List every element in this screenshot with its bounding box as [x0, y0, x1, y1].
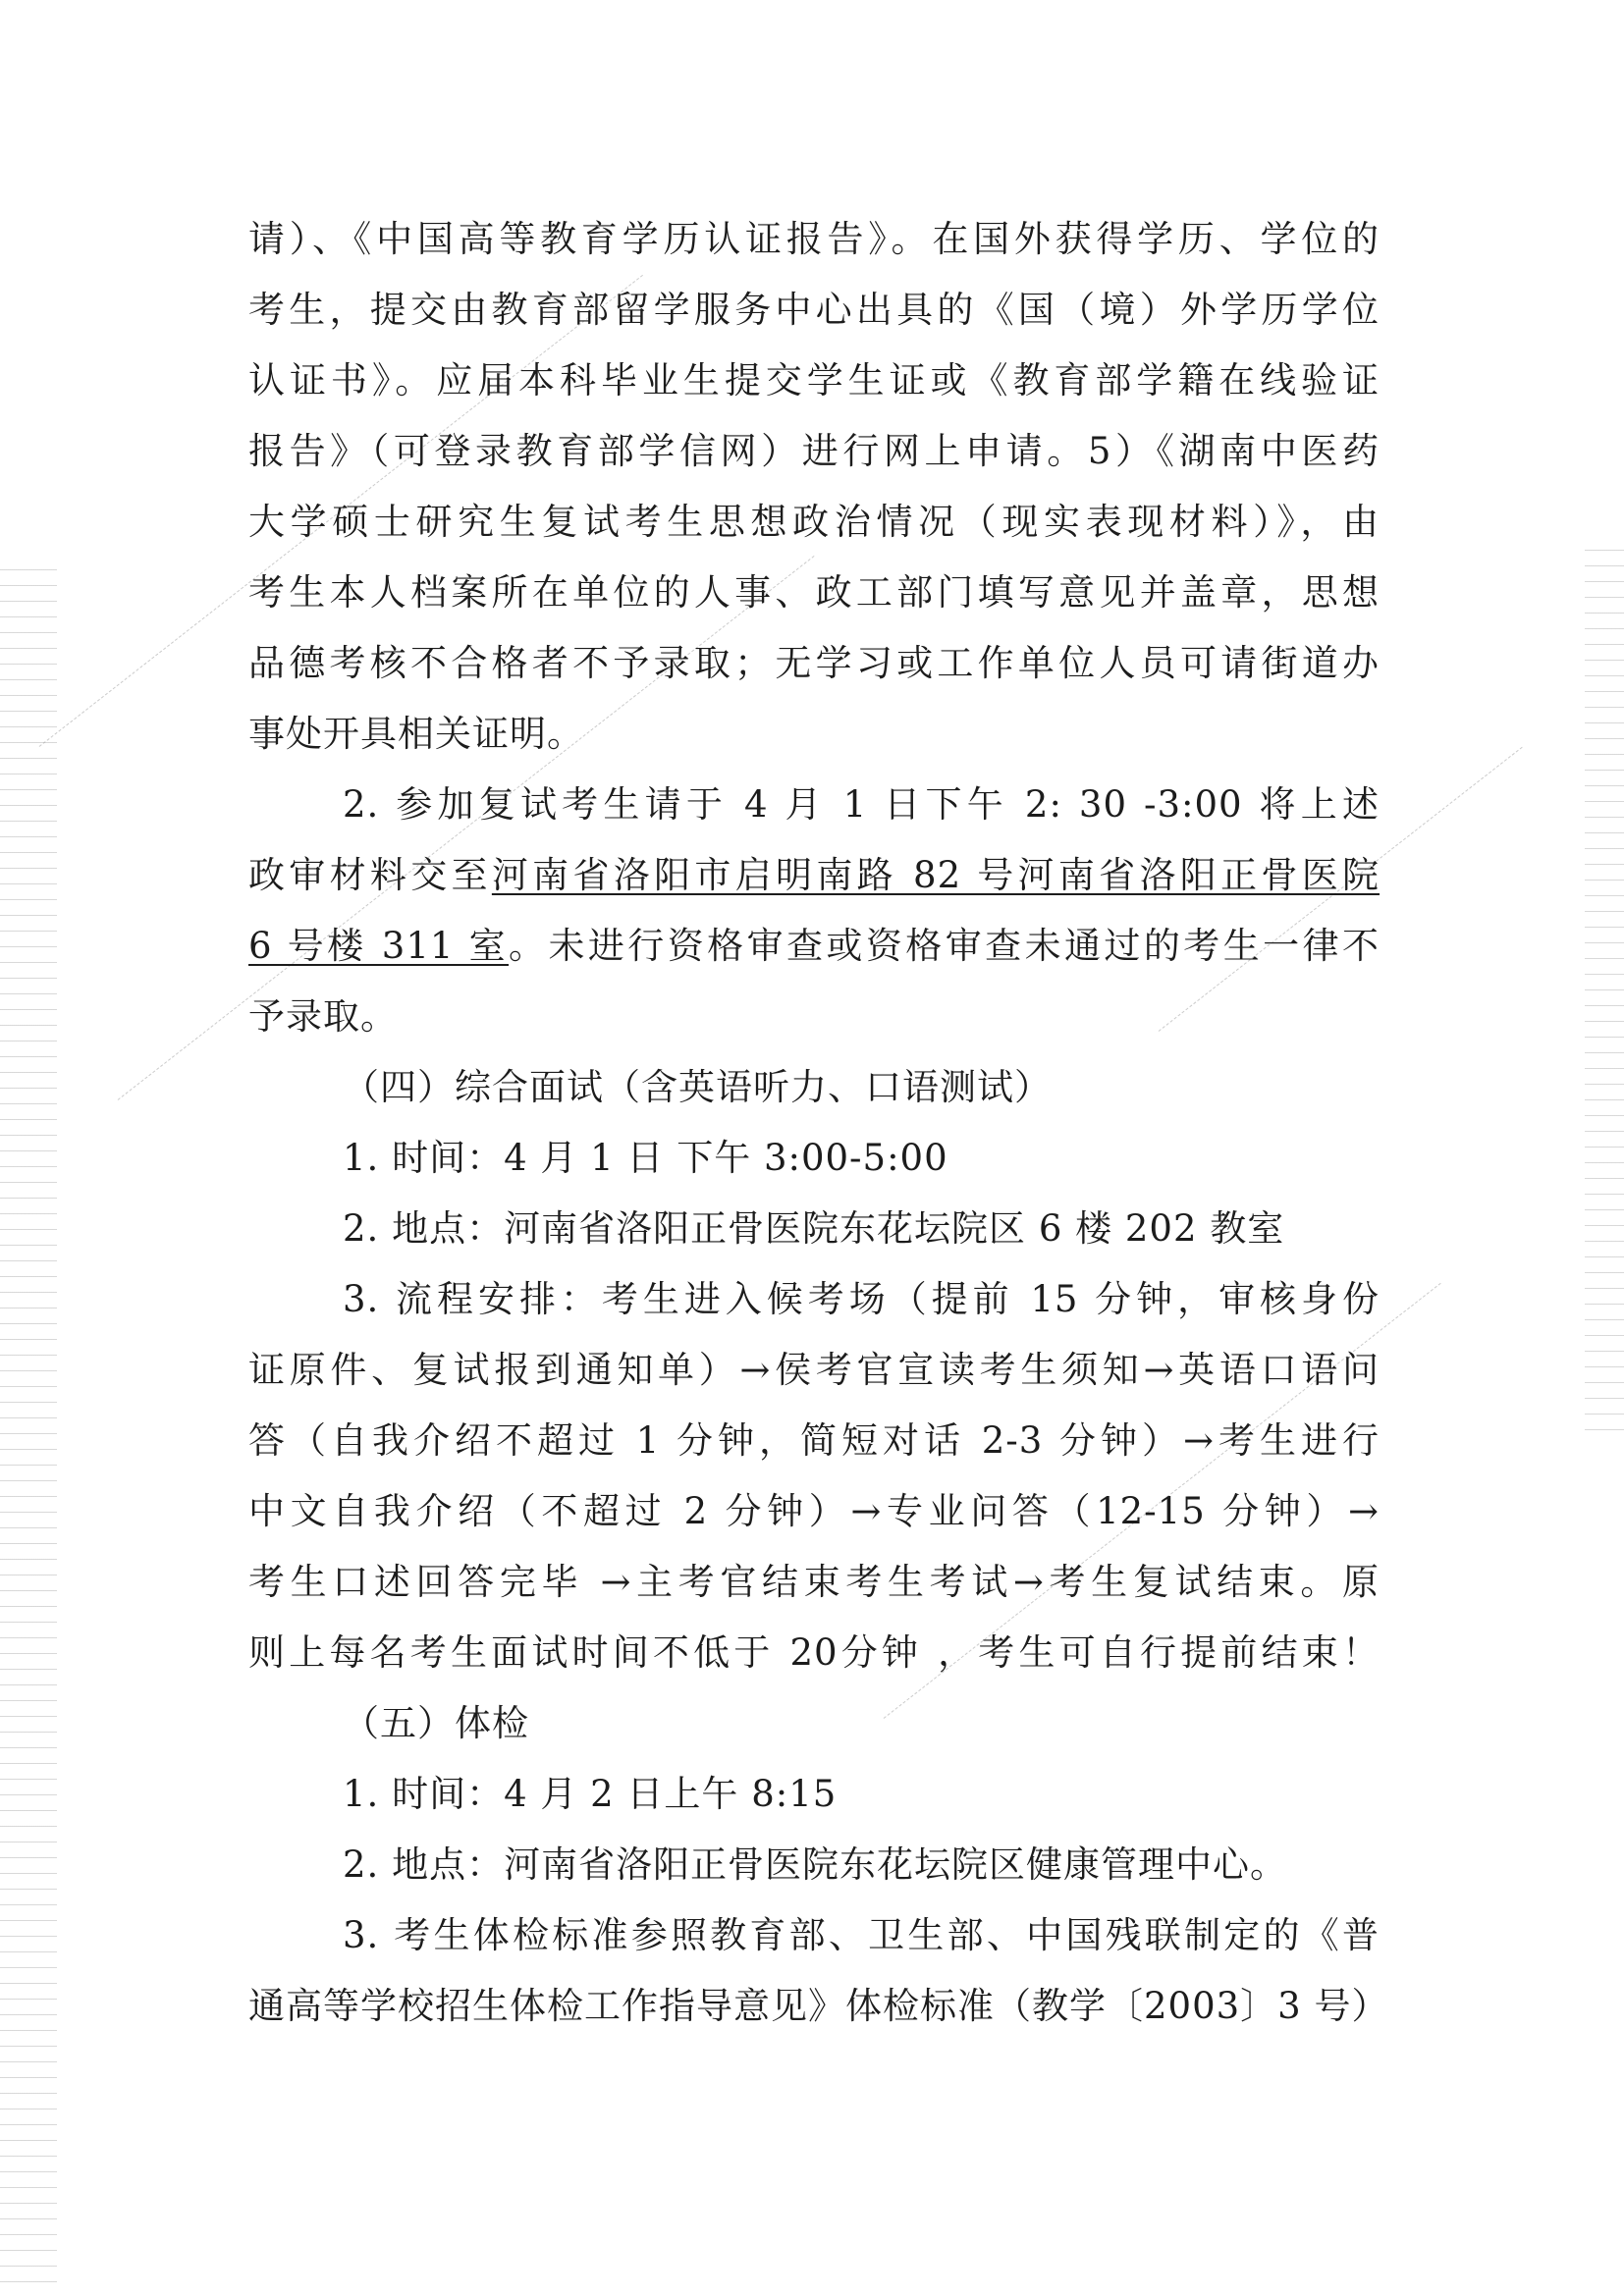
text-line: 证原件、复试报到通知单）→侯考官宣读考生须知→英语口语问: [248, 1349, 1380, 1391]
underlined-address: 河南省洛阳市启明南路 82 号河南省洛阳正骨医院: [491, 854, 1380, 896]
text-line: 答（自我介绍不超过 1 分钟，简短对话 2-3 分钟）→考生进行: [248, 1419, 1380, 1462]
text-line: 大学硕士研究生复试考生思想政治情况（现实表现材料）》，由: [248, 501, 1380, 543]
text-line: 则上每名考生面试时间不低于 20分钟 ，考生可自行提前结束！: [248, 1631, 1380, 1674]
scan-edge-pattern-left: [0, 569, 57, 2287]
text-line: 考生本人档案所在单位的人事、政工部门填写意见并盖章，思想: [248, 571, 1380, 614]
line-text: 政审材料交至: [248, 854, 492, 896]
text-line: 3. 考生体检标准参照教育部、卫生部、中国残联制定的《普: [343, 1914, 1380, 1956]
text-line: 品德考核不合格者不予录取；无学习或工作单位人员可请街道办: [248, 642, 1380, 684]
scan-edge-pattern-right: [1585, 550, 1624, 1433]
text-line: 1. 时间：4 月 2 日上午 8:15: [343, 1773, 838, 1815]
text-line: [248, 840, 1380, 911]
text-line: 3. 流程安排：考生进入候考场（提前 15 分钟，审核身份: [343, 1278, 1380, 1320]
text-line: 2. 参加复试考生请于 4 月 1 日下午 2: 30 -3:00 将上述: [343, 783, 1380, 826]
text-line: 报告》（可登录教育部学信网）进行网上申请。5）《湖南中医药: [248, 430, 1380, 472]
section-heading: （四）综合面试（含英语听力、口语测试）: [343, 1066, 1052, 1108]
text-line: 中文自我介绍（不超过 2 分钟）→专业问答（12-15 分钟）→: [248, 1490, 1380, 1532]
underlined-room: 6 号楼 311 室: [248, 925, 510, 967]
text-line: 2. 地点：河南省洛阳正骨医院东花坛院区 6 楼 202 教室: [343, 1207, 1285, 1250]
text-line: 认证书》。应届本科毕业生提交学生证或《教育部学籍在线验证: [248, 359, 1380, 401]
text-line: 考生口述回答完毕 →主考官结束考生考试→考生复试结束。原: [248, 1561, 1380, 1603]
text-line: 2. 地点：河南省洛阳正骨医院东花坛院区健康管理中心。: [343, 1843, 1288, 1886]
line-text: 。未进行资格审查或资格审查未通过的考生一律不: [509, 925, 1380, 967]
text-line: 请）、《中国高等教育学历认证报告》。在国外获得学历、学位的: [248, 218, 1380, 260]
text-line: 予录取。: [248, 995, 398, 1038]
text-line: [248, 911, 1380, 982]
section-heading: （五）体检: [343, 1702, 529, 1744]
text-line: 考生，提交由教育部留学服务中心出具的《国（境）外学历学位: [248, 289, 1380, 331]
body-text: [248, 204, 1389, 2042]
text-line: 事处开具相关证明。: [248, 713, 584, 755]
text-line: 1. 时间：4 月 1 日 下午 3:00-5:00: [343, 1137, 948, 1179]
text-line: 通高等学校招生体检工作指导意见》体检标准（教学〔2003〕3 号）: [248, 1985, 1389, 2027]
